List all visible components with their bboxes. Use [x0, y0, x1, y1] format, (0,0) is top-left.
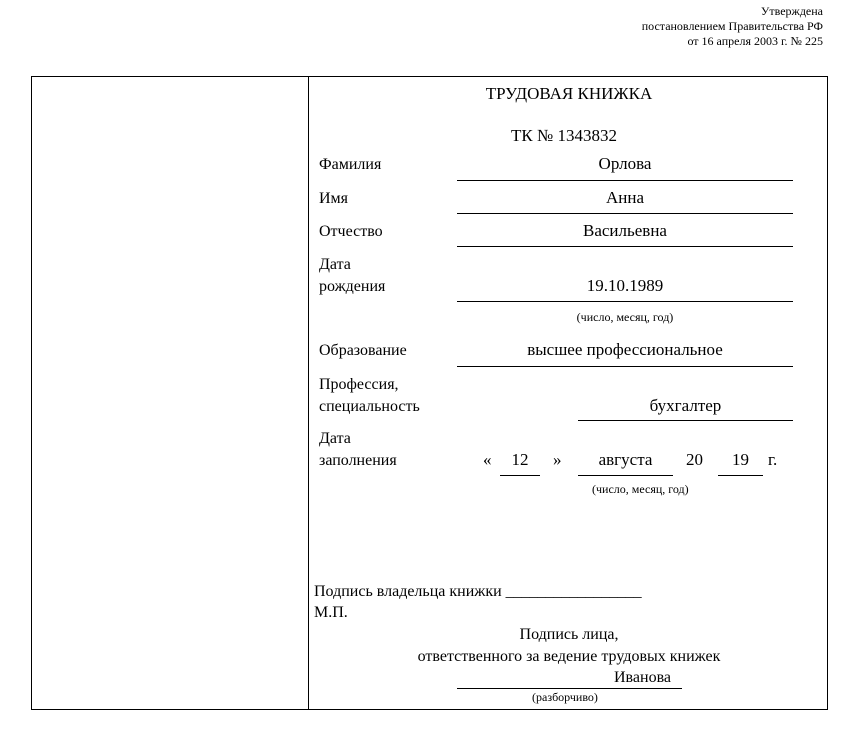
- surname-label: Фамилия: [319, 156, 382, 173]
- patronymic-value: Васильевна: [583, 221, 667, 240]
- birth-date-underline: [457, 301, 793, 302]
- education-label: Образование: [319, 342, 407, 359]
- birth-date-hint: (число, месяц, год): [576, 310, 674, 324]
- education-value: высшее профессиональное: [527, 340, 723, 359]
- fill-close-quote: »: [553, 450, 562, 469]
- profession-label-2: специальность: [319, 398, 420, 415]
- fill-year-suffix: г.: [768, 450, 778, 469]
- document-title: ТРУДОВАЯ КНИЖКА: [485, 84, 653, 103]
- name-value: Анна: [605, 188, 645, 207]
- column-divider: [308, 76, 309, 710]
- responsible-signature-line: [457, 688, 682, 689]
- fill-century-value: 20: [686, 450, 703, 469]
- name-label: Имя: [319, 190, 349, 207]
- profession-value: бухгалтер: [649, 396, 722, 415]
- profession-underline: [578, 420, 793, 421]
- fill-month-value: августа: [598, 450, 653, 469]
- legible-hint: (разборчиво): [532, 690, 598, 704]
- fill-day-underline: [500, 475, 540, 476]
- stamp-label: М.П.: [314, 604, 348, 621]
- responsible-name: Иванова: [614, 669, 672, 686]
- fill-day-value: 12: [511, 450, 529, 469]
- fill-month-underline: [578, 475, 673, 476]
- responsible-signature-2: ответственного за ведение трудовых книжек: [417, 648, 721, 665]
- approval-line-3: от 16 апреля 2003 г. № 225: [687, 34, 823, 48]
- responsible-signature-1: Подпись лица,: [519, 626, 619, 643]
- owner-signature: Подпись владельца книжки _________________: [314, 583, 642, 600]
- surname-underline: [457, 180, 793, 181]
- approval-line-1: Утверждена: [760, 4, 823, 18]
- fill-date-label-2: заполнения: [319, 452, 397, 469]
- fill-open-quote: «: [483, 450, 492, 469]
- birth-label-1: Дата: [319, 256, 351, 273]
- surname-value: Орлова: [598, 154, 652, 173]
- fill-year-underline: [718, 475, 763, 476]
- approval-line-2: постановлением Правительства РФ: [641, 19, 823, 33]
- approval-note: [642, 4, 823, 49]
- fill-date-hint: (число, месяц, год): [592, 482, 689, 496]
- birth-date-value: 19.10.1989: [586, 276, 664, 295]
- education-underline: [457, 366, 793, 367]
- fill-year-value: 19: [732, 450, 749, 469]
- fill-date-label-1: Дата: [319, 430, 351, 447]
- document-number: ТК № 1343832: [511, 126, 617, 145]
- name-underline: [457, 213, 793, 214]
- birth-label-2: рождения: [319, 278, 386, 295]
- profession-label-1: Профессия,: [319, 376, 399, 393]
- patronymic-label: Отчество: [319, 223, 383, 240]
- patronymic-underline: [457, 246, 793, 247]
